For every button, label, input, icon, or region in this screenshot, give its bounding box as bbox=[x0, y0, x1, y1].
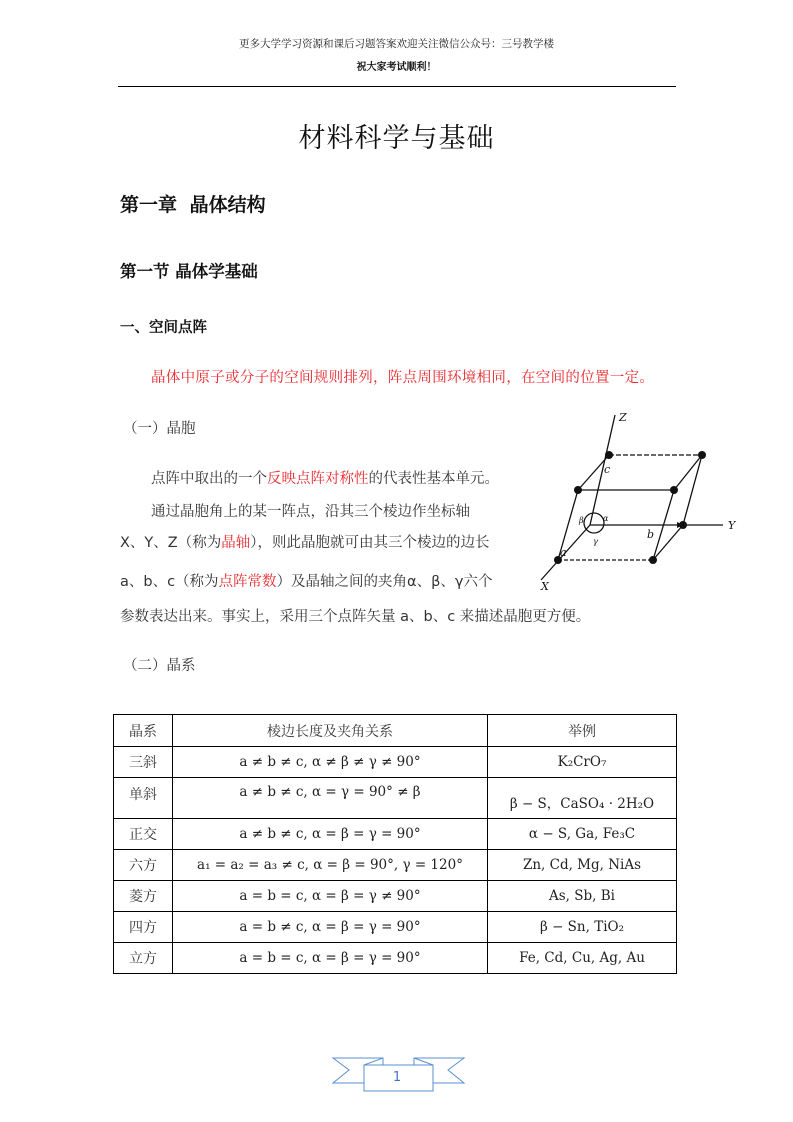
lattice-definition: 晶体中原子或分子的空间规则排列，阵点周围环境相同，在空间的位置一定。 bbox=[151, 370, 655, 386]
crystal-system-heading: （二）晶系 bbox=[123, 658, 196, 674]
table-row bbox=[114, 881, 677, 912]
relation-cell: a = b = c, α = β = γ ≠ 90° bbox=[173, 881, 488, 912]
unit-cell-paragraph-2: 通过晶胞角上的某一阵点，沿其三个棱边作坐标轴 bbox=[151, 504, 470, 520]
system-cell: 菱方 bbox=[114, 881, 173, 912]
system-cell: 立方 bbox=[114, 943, 173, 974]
relation-cell: a = b = c, α = β = γ = 90° bbox=[173, 943, 488, 974]
text: a、b、c（称为 bbox=[120, 574, 219, 590]
unit-cell-heading: （一）晶胞 bbox=[123, 421, 196, 437]
z-axis-label: Z bbox=[619, 411, 627, 424]
subsection-heading: 一、空间点阵 bbox=[120, 320, 207, 336]
page-number: 1 bbox=[392, 1070, 402, 1085]
table-row bbox=[114, 778, 677, 819]
angle-label-beta: β bbox=[579, 516, 584, 525]
relation-cell: a = b ≠ c, α = β = γ = 90° bbox=[173, 912, 488, 943]
unit-cell-paragraph-5: 参数表达出来。事实上，采用三个点阵矢量 a、b、c 来描述晶胞更方便。 bbox=[120, 609, 591, 625]
example-cell: β − S，CaSO₄ · 2H₂O bbox=[488, 778, 677, 819]
edge-label-a: a bbox=[560, 546, 567, 559]
unit-cell-paragraph-1 bbox=[151, 467, 499, 488]
unit-cell-paragraph-4 bbox=[120, 570, 492, 591]
system-cell: 正交 bbox=[114, 819, 173, 850]
edge-label-c: c bbox=[604, 463, 611, 476]
table-header-row bbox=[114, 715, 677, 747]
header-wish: 祝大家考试顺利！ bbox=[356, 62, 437, 73]
column-header: 举例 bbox=[488, 715, 677, 747]
example-cell: α − S, Ga, Fe₃C bbox=[488, 819, 677, 850]
crystal-system-table bbox=[113, 714, 677, 974]
system-cell: 六方 bbox=[114, 850, 173, 881]
header-notice: 更多大学学习资源和课后习题答案欢迎关注微信公众号：三号教学楼 bbox=[239, 38, 554, 50]
system-cell: 单斜 bbox=[114, 778, 173, 819]
table-row bbox=[114, 850, 677, 881]
section-heading: 第一节 晶体学基础 bbox=[120, 262, 258, 281]
table-row bbox=[114, 747, 677, 778]
relation-cell: a ≠ b ≠ c, α ≠ β ≠ γ ≠ 90° bbox=[173, 747, 488, 778]
example-cell: Fe, Cd, Cu, Ag, Au bbox=[488, 943, 677, 974]
text: ）及晶轴之间的夹角α、β、γ六个 bbox=[276, 574, 493, 590]
y-axis-label: Y bbox=[728, 519, 736, 532]
relation-cell: a ≠ b ≠ c, α = γ = 90° ≠ β bbox=[173, 778, 488, 819]
x-axis-label: X bbox=[541, 580, 549, 593]
header-divider bbox=[118, 86, 676, 87]
chapter-heading: 第一章 晶体结构 bbox=[120, 194, 266, 216]
system-cell: 四方 bbox=[114, 912, 173, 943]
relation-cell: a ≠ b ≠ c, α = β = γ = 90° bbox=[173, 819, 488, 850]
unit-cell-diagram bbox=[533, 405, 738, 595]
angle-label-gamma: γ bbox=[593, 537, 598, 546]
system-cell: 三斜 bbox=[114, 747, 173, 778]
text: X、Y、Z（称为 bbox=[120, 535, 222, 551]
relation-cell: a₁ = a₂ = a₃ ≠ c, α = β = 90°, γ = 120° bbox=[173, 850, 488, 881]
table-row bbox=[114, 912, 677, 943]
example-cell: β − Sn, TiO₂ bbox=[488, 912, 677, 943]
example-cell: Zn, Cd, Mg, NiAs bbox=[488, 850, 677, 881]
highlight-term: 点阵常数 bbox=[218, 574, 277, 590]
example-cell: K₂CrO₇ bbox=[488, 747, 677, 778]
text: ），则此晶胞就可由其三个棱边的边长 bbox=[250, 535, 490, 551]
edge-label-b: b bbox=[647, 528, 655, 541]
highlight-term: 晶轴 bbox=[221, 535, 251, 551]
text: 点阵中取出的一个 bbox=[151, 471, 267, 487]
unit-cell-paragraph-3 bbox=[120, 531, 489, 552]
column-header: 棱边长度及夹角关系 bbox=[173, 715, 488, 747]
text: 的代表性基本单元。 bbox=[368, 471, 499, 487]
angle-label-alpha: α bbox=[603, 514, 609, 523]
table-row bbox=[114, 943, 677, 974]
column-header: 晶系 bbox=[114, 715, 173, 747]
highlight-term: 反映点阵对称性 bbox=[267, 471, 369, 487]
table-row bbox=[114, 819, 677, 850]
example-cell: As, Sb, Bi bbox=[488, 881, 677, 912]
document-title: 材料科学与基础 bbox=[298, 123, 495, 154]
